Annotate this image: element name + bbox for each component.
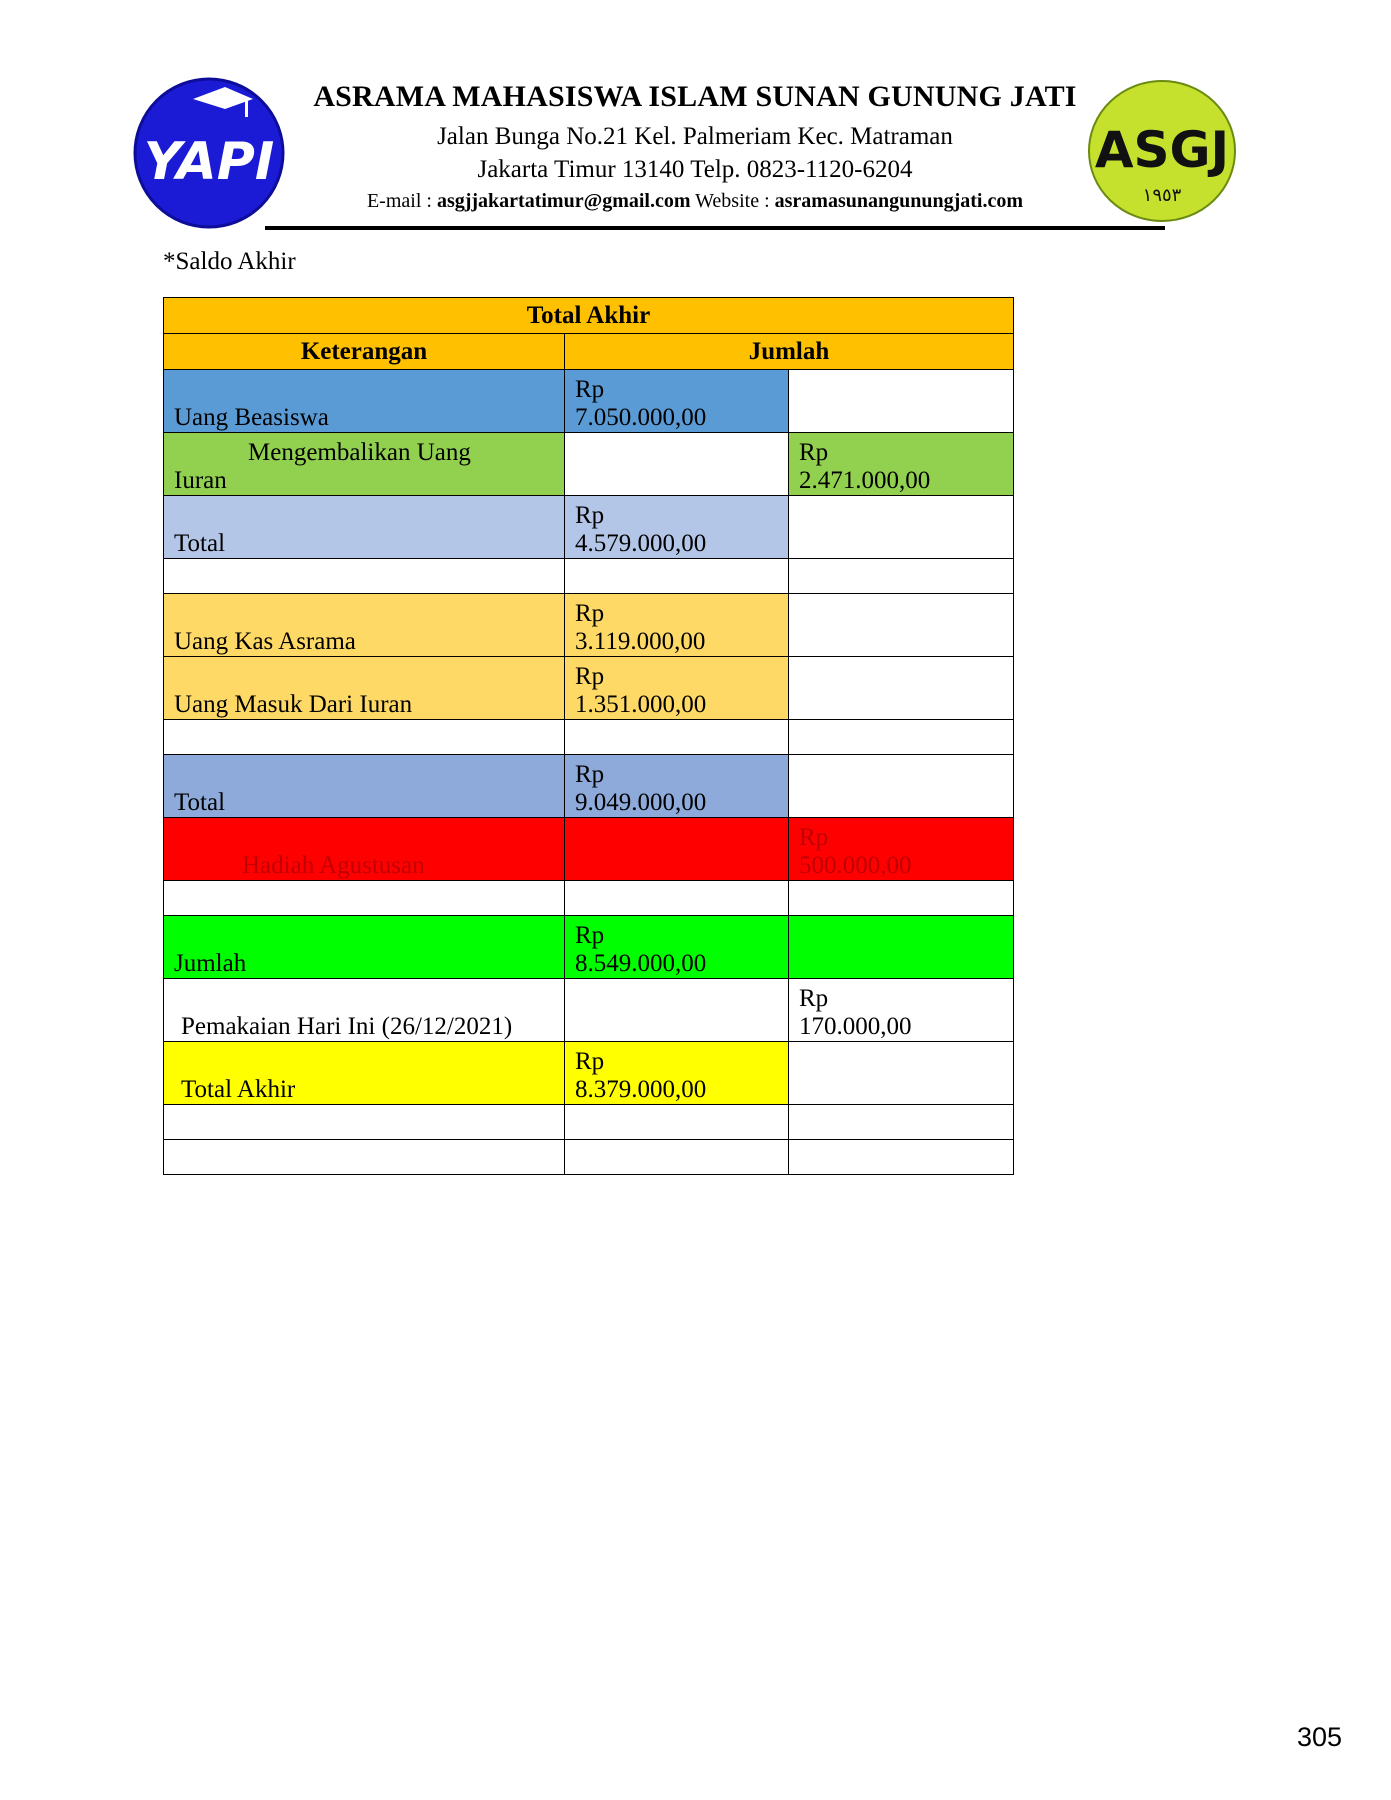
empty-cell	[789, 916, 1014, 979]
empty-cell	[789, 657, 1014, 720]
table-row	[164, 657, 1014, 720]
amount-value: 8.549.000,00	[575, 950, 707, 977]
currency-label: Rp	[575, 600, 605, 627]
label-kas-asrama: Uang Kas Asrama	[164, 594, 565, 657]
table-row	[164, 594, 1014, 657]
address-line-2: Jakarta Timur 13140 Telp. 0823-1120-6204	[477, 156, 913, 183]
yapi-logo	[133, 77, 285, 229]
amount-value: 1.351.000,00	[575, 691, 707, 718]
email-address: asgjjakartatimur@gmail.com	[436, 190, 691, 212]
label-part-a: Mengembalikan Uang	[248, 439, 471, 466]
currency-label: Rp	[575, 761, 605, 788]
currency-label: Rp	[799, 824, 829, 851]
label-pemakaian: Pemakaian Hari Ini (26/12/2021)	[164, 979, 565, 1042]
table-row	[164, 433, 1014, 496]
section-note: *Saldo Akhir	[163, 248, 296, 275]
table-row	[164, 370, 1014, 433]
empty-cell	[789, 594, 1014, 657]
empty-cell	[565, 979, 789, 1042]
label-total-2: Total	[164, 755, 565, 818]
col-jumlah: Jumlah	[565, 334, 1014, 370]
empty-cell	[565, 433, 789, 496]
amount-hadiah	[789, 818, 1014, 881]
empty-cell	[789, 1042, 1014, 1105]
amount-jumlah	[565, 916, 789, 979]
address-line-1: Jalan Bunga No.21 Kel. Palmeriam Kec. Matraman	[437, 123, 953, 150]
amount-total-akhir	[565, 1042, 789, 1105]
amount-mengembalikan	[789, 433, 1014, 496]
amount-value: 500.000,00	[799, 852, 912, 879]
amount-total-2	[565, 755, 789, 818]
table-row	[164, 979, 1014, 1042]
letterhead	[0, 0, 1391, 240]
empty-row	[164, 720, 1014, 755]
empty-cell	[789, 370, 1014, 433]
website-address: asramasunangunungjati.com	[774, 190, 1024, 212]
table-row	[164, 818, 1014, 881]
website-label: Website :	[690, 190, 775, 212]
currency-label: Rp	[799, 985, 829, 1012]
empty-row	[164, 1140, 1014, 1175]
label-mengembalikan	[164, 433, 565, 496]
table-header-row	[164, 334, 1014, 370]
table-row	[164, 916, 1014, 979]
table-row	[164, 496, 1014, 559]
amount-value: 170.000,00	[799, 1013, 912, 1040]
email-label: E-mail :	[366, 190, 437, 212]
table-row	[164, 1042, 1014, 1105]
amount-value: 4.579.000,00	[575, 530, 707, 557]
amount-value: 9.049.000,00	[575, 789, 707, 816]
label-uang-beasiswa: Uang Beasiswa	[164, 370, 565, 433]
currency-label: Rp	[799, 439, 829, 466]
contact-line	[290, 190, 1100, 213]
label-hadiah: Hadiah Agustusan	[164, 818, 565, 881]
asgj-logo-year: ١٩٥٣	[1142, 185, 1182, 206]
org-name: ASRAMA MAHASISWA ISLAM SUNAN GUNUNG JATI	[313, 80, 1077, 113]
currency-label: Rp	[575, 922, 605, 949]
currency-label: Rp	[575, 376, 605, 403]
table-title: Total Akhir	[164, 298, 1014, 334]
balance-table	[163, 297, 1014, 1175]
label-total-akhir: Total Akhir	[164, 1042, 565, 1105]
amount-kas-asrama	[565, 594, 789, 657]
asgj-logo-text: ASGJ	[1094, 121, 1230, 179]
amount-masuk-iuran	[565, 657, 789, 720]
label-total-1: Total	[164, 496, 565, 559]
empty-cell	[565, 818, 789, 881]
page-number: 305	[1297, 1722, 1343, 1752]
empty-row	[164, 881, 1014, 916]
amount-uang-beasiswa	[565, 370, 789, 433]
amount-value: 2.471.000,00	[799, 467, 931, 494]
currency-label: Rp	[575, 502, 605, 529]
empty-row	[164, 1105, 1014, 1140]
table-title-row	[164, 298, 1014, 334]
amount-pemakaian	[789, 979, 1014, 1042]
amount-value: 3.119.000,00	[575, 628, 706, 655]
empty-cell	[789, 496, 1014, 559]
currency-label: Rp	[575, 1048, 605, 1075]
table-row	[164, 755, 1014, 818]
label-jumlah: Jumlah	[164, 916, 565, 979]
yapi-logo-text: YAPI	[143, 132, 275, 192]
label-masuk-iuran: Uang Masuk Dari Iuran	[164, 657, 565, 720]
asgj-logo	[1087, 79, 1237, 224]
label-part-b: Iuran	[174, 467, 227, 494]
amount-value: 7.050.000,00	[575, 404, 707, 431]
amount-total-1	[565, 496, 789, 559]
empty-row	[164, 559, 1014, 594]
col-keterangan: Keterangan	[164, 334, 565, 370]
empty-cell	[789, 755, 1014, 818]
amount-value: 8.379.000,00	[575, 1076, 707, 1103]
currency-label: Rp	[575, 663, 605, 690]
header-divider	[265, 226, 1165, 230]
